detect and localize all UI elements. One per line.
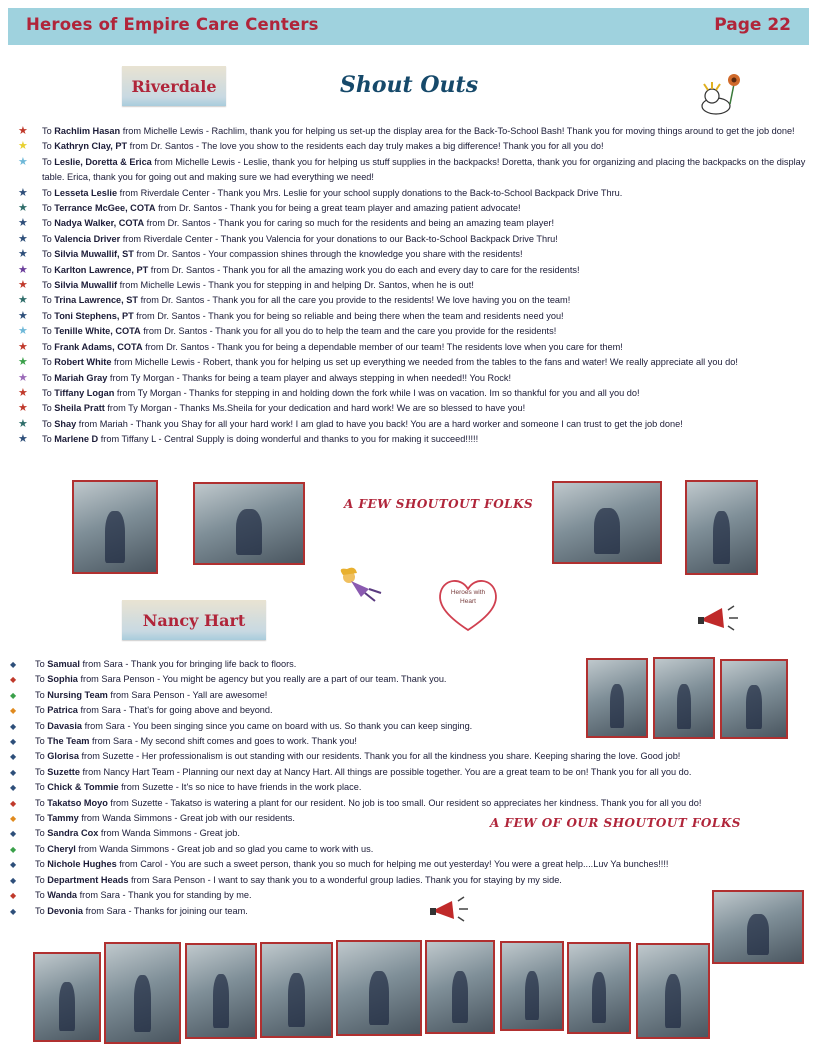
heart-icon: [435, 575, 501, 637]
star-icon: ★: [18, 386, 28, 399]
recipient-name: Leslie, Doretta & Erica: [54, 156, 152, 167]
section-tab-nancy-hart: Nancy Hart: [122, 600, 266, 640]
shoutout-folks-caption: A FEW SHOUTOUT FOLKS: [344, 497, 534, 511]
message-text: - Thank you for caring so much for the residents and being an amazing team player!: [210, 218, 555, 229]
list-item: ◆ To Davasia from Sara - You been singing since you came on board with us. So thank you can keep singing.: [8, 719, 814, 734]
recipient-name: Kathryn Clay, PT: [54, 141, 128, 152]
sender-name: Michelle Lewis: [175, 156, 236, 167]
list-item: ★ To Robert White from Michelle Lewis - Robert, thank you for helping us set up everything we needed from the tables to the fans and water! We really appreciate all you do!: [18, 356, 738, 369]
sender-name: Sara Penson: [101, 674, 155, 685]
staff-photo: [653, 657, 715, 739]
recipient-name: Mariah Gray: [54, 372, 108, 383]
list-item: ★ To Tiffany Logan from Ty Morgan - Thanks for stepping in and holding down the fork while I was on vacation. Im so thankful for you and all you do!: [18, 386, 640, 399]
list-item: ◆ To Department Heads from Sara Penson - I want to say thank you to a wonderful group ladies. Thank you for staying by my side.: [8, 873, 814, 888]
list-item: ◆ To Nichole Hughes from Carol - You are such a sweet person, thank you so much for helping me out yesterday! You were a great help....Luv Ya bunches!!!!: [8, 857, 814, 872]
recipient-name: Silvia Muwallif: [54, 280, 118, 291]
sender-name: Wanda Simmons: [102, 813, 172, 824]
list-item: ★ To Terrance McGee, COTA from Dr. Santos - Thank you for being a great team player and amazing patient advocate!: [18, 202, 521, 215]
sender-name: Suzette: [102, 751, 134, 762]
recipient-name: Tenille White, COTA: [54, 326, 141, 337]
sender-name: Dr. Santos: [171, 264, 215, 275]
staff-photo: [552, 481, 662, 564]
recipient-name: Terrance McGee, COTA: [54, 203, 156, 214]
message-text: - Your compassion shines through the knowledge you share with the residents!: [200, 249, 523, 260]
recipient-name: Marlene D: [54, 434, 99, 445]
diamond-bullet-icon: ◆: [10, 660, 17, 669]
list-item: ◆ To Cheryl from Wanda Simmons - Great job and so glad you came to work with us.: [8, 842, 814, 857]
message-text: - Thanks for stepping in and holding down the fork while I was on vacation. Im so thankful for you and all you do!: [181, 387, 640, 398]
diamond-bullet-icon: ◆: [10, 721, 17, 731]
star-icon: ★: [18, 186, 28, 199]
message-text: - Rachlim, thank you for helping us set-up the display area for the Back-To-School Bash! Thank you for moving things around to get the job done!: [203, 126, 795, 136]
message-text: - Yall are awesome!: [184, 689, 268, 700]
list-item: ◆ To Suzette from Nancy Hart Team - Planning our next day at Nancy Hart. All things are possible together. You are a great team to be on! Thank you for all you do.: [8, 765, 814, 780]
staff-photo: [193, 482, 305, 565]
message-text: - Thanks for joining our team.: [125, 905, 248, 916]
recipient-name: Department Heads: [47, 874, 129, 885]
staff-photo: [260, 942, 333, 1038]
megaphone-icon: [428, 893, 472, 923]
message-text: - Thank you for standing by me.: [119, 890, 252, 901]
sender-name: Michelle Lewis: [143, 126, 204, 136]
recipient-name: Nursing Team: [47, 689, 108, 700]
sender-name: Dr. Santos: [166, 341, 209, 352]
staff-photo: [720, 659, 788, 739]
message-text: - Thank you for all you do to help the team and the care you provide for the residents!: [207, 326, 557, 337]
message-text: - Great job.: [191, 828, 240, 839]
list-item: ★ To Tenille White, COTA from Dr. Santos - Thank you for all you do to help the team and the care you provide for the residents!: [18, 325, 557, 338]
page-number: Page 22: [714, 15, 791, 35]
list-item: ★ To Leslie, Doretta & Erica from Michelle Lewis - Leslie, thank you for helping us stuff supplies in the backpacks! Doretta, thank you for organizing and placing the backpacks on the display table. Erica, thank you for going out and making sure we had everything we need!: [18, 155, 806, 183]
section-tab-riverdale: Riverdale: [122, 66, 226, 106]
message-text: - Thank you Shay for all your hard work! I am glad to have you back! You are a hard worker and someone I can trust to get the job done!: [127, 418, 683, 429]
sender-name: Sara Penson: [131, 689, 185, 700]
recipient-name: Toni Stephens, PT: [54, 310, 134, 321]
recipient-name: Davasia: [47, 720, 83, 731]
staff-photo: [425, 940, 495, 1034]
list-item: ★ To Frank Adams, COTA from Dr. Santos - Thank you for being a dependable member of our team! The residents love when you care for them!: [18, 340, 623, 353]
sender-name: Dr. Santos: [157, 249, 201, 260]
staff-photo: [586, 658, 648, 738]
sender-name: Dr. Santos: [157, 310, 201, 321]
list-item: ★ To Marlene D from Tiffany L - Central Supply is doing wonderful and thanks to you for making it succeed!!!!!: [18, 433, 479, 446]
bird-flower-icon: [694, 70, 746, 118]
list-item: ★ To Rachlim Hasan from Michelle Lewis - Rachlim, thank you for helping us set-up the display area for the Back-To-School Bash! Thank you for moving things around to get the job done!: [18, 125, 795, 137]
list-item: ◆ To Devonia from Sara - Thanks for joining our team.: [8, 904, 814, 919]
recipient-name: Sophia: [47, 674, 78, 685]
recipient-name: Silvia Muwallif, ST: [54, 249, 134, 260]
recipient-name: Devonia: [47, 905, 84, 916]
sender-name: Sara: [106, 905, 126, 916]
staff-photo: [72, 480, 158, 574]
sender-name: Wanda Simmons: [121, 828, 192, 839]
sender-name: Ty Morgan: [137, 387, 182, 398]
list-item: ◆ To Samual from Sara - Thank you for bringing life back to floors.: [8, 657, 814, 672]
sender-name: Michelle Lewis: [140, 280, 201, 291]
staff-photo: [104, 942, 181, 1044]
recipient-name: Chick & Tommie: [47, 782, 119, 793]
star-icon: ★: [18, 263, 28, 276]
staff-photo: [185, 943, 257, 1039]
diamond-bullet-icon: ◆: [10, 860, 17, 870]
list-item: ★ To Toni Stephens, PT from Dr. Santos - Thank you for being so reliable and being there when the team and residents need you!: [18, 309, 564, 322]
star-icon: ★: [18, 340, 28, 353]
shoutout-folks-caption: A FEW OF OUR SHOUTOUT FOLKS: [490, 816, 741, 830]
staff-photo: [712, 890, 804, 964]
recipient-name: Frank Adams, COTA: [54, 341, 143, 352]
sender-name: Sara: [103, 659, 123, 669]
star-icon: ★: [18, 325, 28, 338]
message-text: - Thank you for all the care you provide to the residents! We love having you on the team!: [204, 295, 571, 306]
list-item: ◆ To Takatso Moyo from Suzette - Takatso is watering a plant for our resident. No job is too small. Our resident so appreciates her kindness. Thank you for all you do!: [8, 796, 814, 811]
star-icon: ★: [18, 309, 28, 322]
sender-name: Sara: [100, 890, 120, 901]
shout-outs-title: Shout Outs: [340, 72, 479, 98]
recipient-name: Glorisa: [47, 751, 79, 762]
recipient-name: Nadya Walker, COTA: [54, 218, 145, 229]
star-icon: ★: [18, 356, 28, 369]
megaphone-icon: [696, 600, 742, 634]
message-text: - You might be agency but you really are a part of our team. Thank you.: [154, 674, 447, 685]
recipient-name: Robert White: [54, 357, 112, 368]
message-text: - Thank you Mrs. Leslie for your school supply donations to the Back-to-School Backpack Drive Thru.: [209, 187, 623, 198]
diamond-bullet-icon: ◆: [10, 875, 17, 885]
recipient-name: Karlton Lawrence, PT: [54, 264, 149, 275]
flying-girl-icon: [335, 565, 387, 603]
sender-name: Dr. Santos: [164, 326, 208, 337]
diamond-bullet-icon: ◆: [10, 783, 17, 793]
recipient-name: Cheryl: [47, 843, 76, 854]
message-text: - Thank you for stepping in and helping Dr. Santos, when he is out!: [200, 280, 474, 291]
sender-name: Nancy Hart Team: [103, 766, 175, 777]
list-item: ◆ To The Team from Sara - My second shift comes and goes to work. Thank you!: [8, 734, 814, 749]
star-icon: ★: [18, 371, 28, 384]
star-icon: ★: [18, 402, 28, 415]
list-item: ★ To Mariah Gray from Ty Morgan - Thanks for being a team player and always stepping in when needed!! You Rock!: [18, 371, 512, 384]
staff-photo: [336, 940, 422, 1036]
sender-name: Dr. Santos: [150, 141, 194, 152]
recipient-name: Valencia Driver: [54, 233, 121, 244]
recipient-name: The Team: [47, 736, 90, 747]
message-text: - You are such a sweet person, thank you so much for helping me out yesterday! You were a great help....Luv Ya bunches!!!!: [162, 859, 669, 870]
sender-name: Suzette: [142, 782, 174, 793]
message-text: - Thank you Valencia for your donations to our Back-to-School Backpack Drive Thru!: [212, 233, 558, 244]
recipient-name: Rachlim Hasan: [54, 126, 121, 136]
list-item: ◆ To Sandra Cox from Wanda Simmons - Great job.: [8, 826, 814, 841]
message-text: - Thanks Ms.Sheila for your dedication and hard work! We are so blessed to have you!: [171, 403, 526, 414]
recipient-name: Sheila Pratt: [54, 403, 105, 414]
star-icon: ★: [18, 202, 28, 215]
list-item: ★ To Silvia Muwallif, ST from Dr. Santos - Your compassion shines through the knowledge you share with the residents!: [18, 248, 523, 261]
star-icon: ★: [18, 294, 28, 307]
newsletter-title: Heroes of Empire Care Centers: [26, 15, 319, 34]
diamond-bullet-icon: ◆: [10, 829, 17, 839]
sender-name: Sara: [105, 720, 125, 731]
recipient-name: Trina Lawrence, ST: [54, 295, 139, 306]
star-icon: ★: [18, 155, 28, 168]
staff-photo: [500, 941, 564, 1031]
sender-name: Dr. Santos: [167, 218, 211, 229]
diamond-bullet-icon: ◆: [10, 737, 17, 747]
list-item: ★ To Karlton Lawrence, PT from Dr. Santos - Thank you for all the amazing work you do each and every day to care for the residents!: [18, 263, 580, 276]
list-item: ◆ To Tammy from Wanda Simmons - Great job with our residents.: [8, 811, 814, 826]
star-icon: ★: [18, 279, 28, 292]
recipient-name: Samual: [47, 659, 80, 669]
message-text: - My second shift comes and goes to work. Thank you!: [132, 736, 357, 747]
star-icon: ★: [18, 417, 28, 430]
sender-name: Sara Penson: [151, 874, 206, 885]
message-text: - Thank you for being so reliable and being there when the team and residents need you!: [200, 310, 564, 321]
recipient-name: Nichole Hughes: [47, 859, 117, 870]
message-text: - Thank you for being a dependable member of our team! The residents love when you care for them!: [208, 341, 623, 352]
list-item: ★ To Kathryn Clay, PT from Dr. Santos - The love you show to the residents each day truly makes a big difference! Thank you for all you do!: [18, 140, 604, 153]
list-item: ◆ To Glorisa from Suzette - Her professionalism is out standing with our residents. Thank you for all the kindness you share. Keeping sharing the love. Good job!: [8, 749, 814, 764]
header-bar: [8, 8, 809, 45]
star-icon: ★: [18, 217, 28, 230]
recipient-name: Suzette: [47, 766, 80, 777]
diamond-bullet-icon: ◆: [10, 675, 17, 685]
list-item: ★ To Nadya Walker, COTA from Dr. Santos - Thank you for caring so much for the residents and being an amazing team player!: [18, 217, 555, 230]
list-item: ★ To Lesseta Leslie from Riverdale Center - Thank you Mrs. Leslie for your school supply donations to the Back-to-School Backpack Drive Thru.: [18, 186, 623, 199]
sender-name: Wanda Simmons: [99, 843, 169, 854]
sender-name: Riverdale Center: [143, 233, 213, 244]
message-text: - Takatso is watering a plant for our resident. No job is too small. Our resident so appreciates her kindness. Thank you for all you do!: [162, 797, 702, 808]
sender-name: Carol: [140, 859, 163, 870]
star-icon: ★: [18, 433, 28, 446]
sender-name: Michelle Lewis: [134, 357, 195, 368]
list-item: ★ To Trina Lawrence, ST from Dr. Santos - Thank you for all the care you provide to the residents! We love having you on the team!: [18, 294, 571, 307]
sender-name: Suzette: [131, 797, 163, 808]
message-text: - Robert, thank you for helping us set up everything we needed from the tables to the fans and water! We really appreciate all you do!: [194, 357, 738, 368]
message-text: - I want to say thank you to a wonderful group ladies. Thank you for staying by my side.: [205, 874, 562, 885]
sender-name: Riverdale Center: [140, 187, 210, 198]
message-text: - Thanks for being a team player and always stepping in when needed!! You Rock!: [174, 372, 512, 383]
message-text: - Thank you for all the amazing work you do each and every day to care for the residents!: [214, 264, 580, 275]
list-item: ★ To Valencia Driver from Riverdale Center - Thank you Valencia for your donations to our Back-to-School Backpack Drive Thru!: [18, 232, 558, 245]
riverdale-shoutout-list: [16, 124, 806, 448]
list-item: ◆ To Nursing Team from Sara Penson - Yall are awesome!: [8, 688, 814, 703]
staff-photo: [636, 943, 710, 1039]
recipient-name: Sandra Cox: [47, 828, 99, 839]
star-icon: ★: [18, 125, 28, 137]
staff-photo: [685, 480, 758, 575]
recipient-name: Patrica: [47, 705, 78, 716]
diamond-bullet-icon: ◆: [10, 891, 17, 901]
recipient-name: Wanda: [47, 890, 78, 901]
list-item: ★ To Sheila Pratt from Ty Morgan - Thanks Ms.Sheila for your dedication and hard work! We are so blessed to have you!: [18, 402, 526, 415]
sender-name: Sara: [112, 736, 133, 747]
recipient-name: Tammy: [47, 813, 79, 824]
list-item: ◆ To Sophia from Sara Penson - You might be agency but you really are a part of our team. Thank you.: [8, 672, 814, 687]
diamond-bullet-icon: ◆: [10, 814, 17, 824]
sender-name: Tiffany L: [121, 434, 156, 445]
staff-photo: [33, 952, 101, 1042]
message-text: - Leslie, thank you for helping us stuff supplies in the backpacks! Doretta, thank you for organizing and placing the backpacks on the display table. Erica, thank you for going out and making sure we had everything we need!: [42, 156, 806, 183]
recipient-name: Lesseta Leslie: [54, 187, 118, 198]
diamond-bullet-icon: ◆: [10, 752, 17, 762]
diamond-bullet-icon: ◆: [10, 690, 17, 700]
sender-name: Ty Morgan: [128, 403, 172, 414]
heart-label: Heroes with Heart: [450, 589, 486, 605]
sender-name: Mariah: [99, 418, 128, 429]
sender-name: Ty Morgan: [130, 372, 175, 383]
sender-name: Sara: [101, 705, 121, 716]
diamond-bullet-icon: ◆: [10, 767, 17, 777]
list-item: ★ To Shay from Mariah - Thank you Shay for all your hard work! I am glad to have you back! You are a hard worker and someone I can trust to get the job done!: [18, 417, 683, 430]
sender-name: Dr. Santos: [179, 203, 222, 214]
star-icon: ★: [18, 140, 28, 153]
message-text: - The love you show to the residents each day truly makes a big difference! Thank you for all you do!: [193, 141, 604, 152]
star-icon: ★: [18, 232, 28, 245]
message-text: - Thank you for being a great team player and amazing patient advocate!: [221, 203, 521, 214]
diamond-bullet-icon: ◆: [10, 906, 17, 916]
list-item: ◆ To Wanda from Sara - Thank you for standing by me.: [8, 888, 814, 903]
diamond-bullet-icon: ◆: [10, 798, 17, 808]
staff-photo: [567, 942, 631, 1034]
recipient-name: Tiffany Logan: [54, 387, 115, 398]
list-item: ★ To Silvia Muwallif from Michelle Lewis - Thank you for stepping in and helping Dr. Santos, when he is out!: [18, 279, 474, 292]
list-item: ◆ To Chick & Tommie from Suzette - It's so nice to have friends in the work place.: [8, 780, 814, 795]
message-text: - Central Supply is doing wonderful and thanks to you for making it succeed!!!!!: [155, 434, 479, 445]
message-text: - Planning our next day at Nancy Hart. All things are possible together. You are a great team to be on! Thank you for all you do.: [174, 766, 692, 777]
star-icon: ★: [18, 248, 28, 261]
recipient-name: Takatso Moyo: [47, 797, 108, 808]
message-text: - That's for going above and beyond.: [120, 705, 273, 716]
message-text: - Great job and so glad you came to work with us.: [168, 843, 374, 854]
diamond-bullet-icon: ◆: [10, 844, 17, 854]
message-text: - Her professionalism is out standing with our residents. Thank you for all the kindness you share. Keeping sharing the love. Good job!: [133, 751, 681, 762]
sender-name: Dr. Santos: [161, 295, 205, 306]
recipient-name: Shay: [54, 418, 77, 429]
message-text: - Great job with our residents.: [171, 813, 295, 824]
message-text: - You been singing since you came on board with us. So thank you can keep singing.: [124, 720, 473, 731]
message-text: - Thank you for bringing life back to floors.: [122, 659, 297, 669]
list-item: ◆ To Patrica from Sara - That's for going above and beyond.: [8, 703, 814, 718]
message-text: - It's so nice to have friends in the work place.: [173, 782, 362, 793]
diamond-bullet-icon: ◆: [10, 706, 17, 716]
